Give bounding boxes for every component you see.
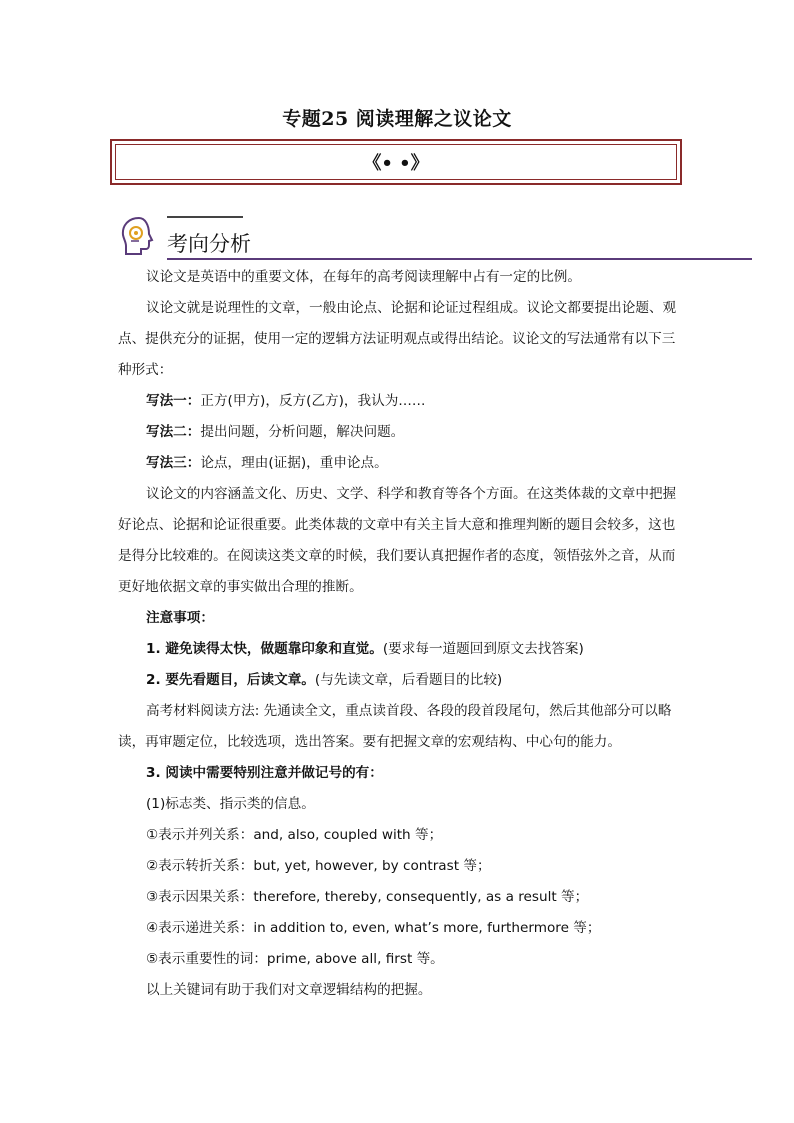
connective-item: ④表示递进关系：in addition to, even, what’s more, furthermore 等； [146,920,601,936]
connective-item: ②表示转折关系：but, yet, however, by contrast 等； [146,858,491,874]
section-heading: 考向分析 [167,232,251,256]
method-text: 提出问题，分析问题，解决问题。 [200,424,405,440]
head-gear-icon [117,214,161,258]
note-bold: 2. 要先看题目，后读文章。 [146,672,315,688]
paragraph: 以上关键词有助于我们对文章逻辑结构的把握。 [146,982,432,998]
connective-item: ⑤表示重要性的词：prime, above all, first 等。 [146,951,444,967]
subtitle-box [110,139,682,185]
note-rest: (与先读文章，后看题目的比较) [314,672,503,688]
note-item [118,665,678,696]
paragraph: 高考材料阅读方法: 先通读全文，重点读首段、各段的段首段尾句，然后其他部分可以略读，再审题定位，比较选项，选出答案。要有把握文章的宏观结构、中心句的能力。 [118,703,672,750]
note-item: 3. 阅读中需要特别注意并做记号的有： [146,765,383,781]
section-top-line [167,216,243,218]
connective-item: ③表示因果关系：therefore, thereby, consequently, as a result 等； [146,889,589,905]
method-item [118,386,678,417]
note-bold: 1. 避免读得太快，做题靠印象和直觉。 [146,641,383,657]
note-item [118,634,678,665]
section-header [115,210,755,262]
method-label: 写法一： [146,393,201,409]
method-text: 正方(甲方)，反方(乙方)，我认为…… [200,393,426,409]
method-label: 写法三： [146,455,201,471]
paragraph: 议论文就是说理性的文章，一般由论点、论据和论证过程组成。议论文都要提出论题、观点、提供充分的证据，使用一定的逻辑方法证明观点或得出结论。议论文的写法通常有以下三种形式： [118,300,677,378]
body-text [118,262,678,1006]
method-item [118,417,678,448]
note-rest: (要求每一道题回到原文去找答案) [382,641,584,657]
subtitle: 《• •》 [115,144,677,180]
method-label: 写法二： [146,424,201,440]
method-item [118,448,678,479]
section-divider [167,258,752,260]
connective-item: ①表示并列关系：and, also, coupled with 等； [146,827,443,843]
method-text: 论点，理由(证据)，重申论点。 [200,455,388,471]
paragraph: 议论文的内容涵盖文化、历史、文学、科学和教育等各个方面。在这类体裁的文章中把握好论点、论据和论证很重要。此类体裁的文章中有关主旨大意和推理判断的题目会较多，这也是得分比较难的。在阅读这类文章的时候，我们要认真把握作者的态度，领悟弦外之音，从而更好地依据文章的事实做出合理的推断。 [118,486,677,595]
notes-heading: 注意事项： [146,610,214,626]
document-title: 专题25 阅读理解之议论文 [282,108,512,130]
sub-item: (1)标志类、指示类的信息。 [146,796,315,812]
paragraph: 议论文是英语中的重要文体，在每年的高考阅读理解中占有一定的比例。 [146,269,581,285]
